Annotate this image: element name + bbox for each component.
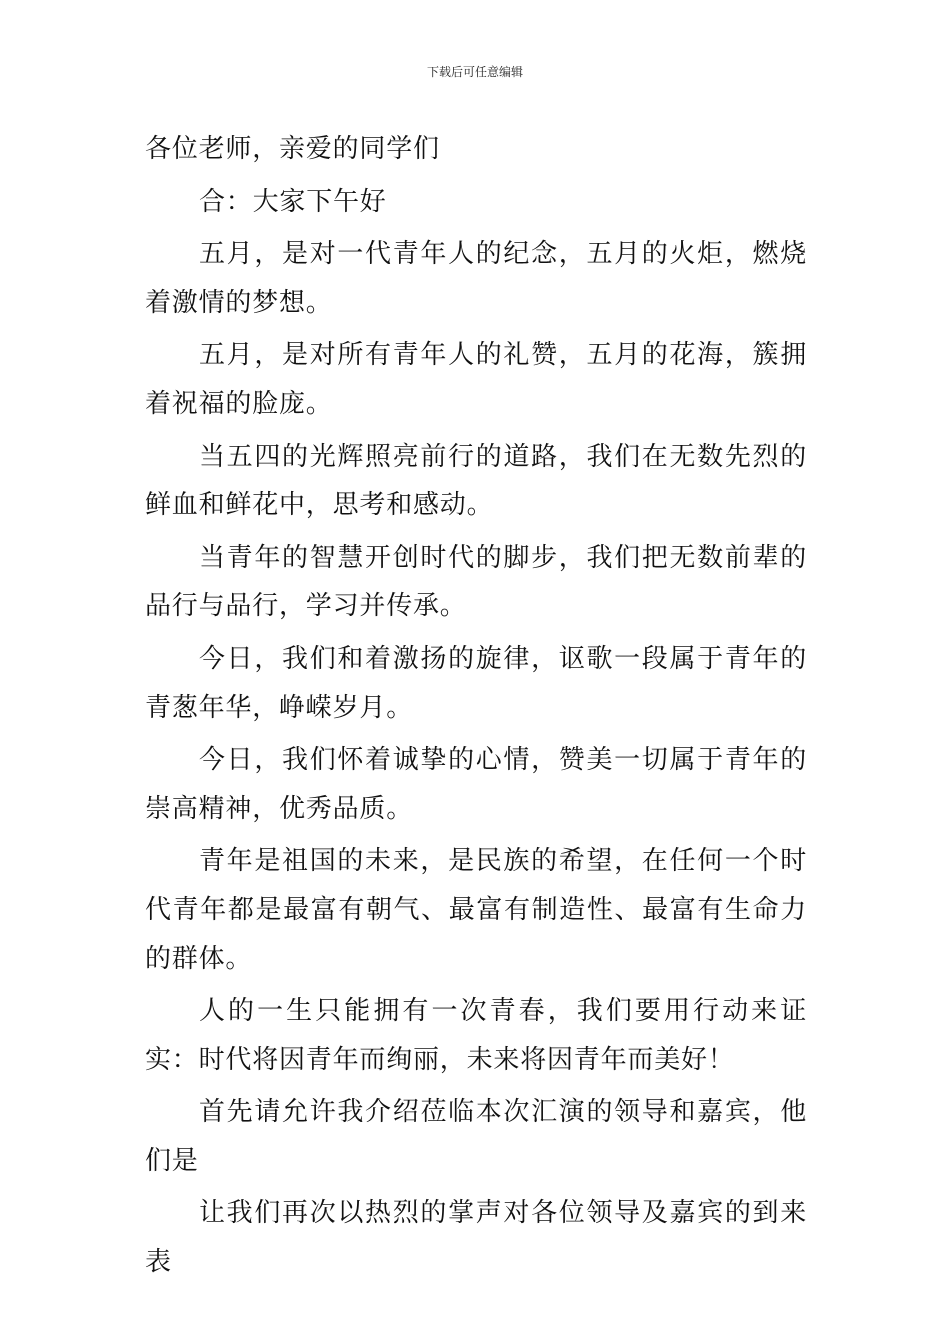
paragraph: 让我们再次以热烈的掌声对各位领导及嘉宾的到来表 (145, 1198, 807, 1278)
paragraph: 人的一生只能拥有一次青春，我们要用行动来证实：时代将因青年而绚丽，未来将因青年而美好！ (145, 996, 807, 1075)
paragraph: 当五四的光辉照亮前行的道路，我们在无数先烈的鲜血和鲜花中，思考和感动。 (145, 441, 807, 521)
paragraph: 今日，我们和着激扬的旋律，讴歌一段属于青年的青葱年华，峥嵘岁月。 (145, 643, 807, 723)
document-body (145, 125, 807, 1291)
header-note: 下载后可任意编辑 (426, 65, 523, 79)
salutation: 各位老师，亲爱的同学们 (145, 134, 440, 164)
paragraph: 五月，是对所有青年人的礼赞，五月的花海，簇拥着祝福的脸庞。 (145, 340, 807, 419)
paragraph: 合：大家下午好 (199, 186, 387, 217)
paragraph: 今日，我们怀着诚挚的心情，赞美一切属于青年的崇高精神，优秀品质。 (145, 745, 807, 824)
paragraph: 首先请允许我介绍莅临本次汇演的领导和嘉宾，他们是 (145, 1097, 807, 1176)
paragraph: 当青年的智慧开创时代的脚步，我们把无数前辈的品行与品行，学习并传承。 (145, 542, 807, 622)
paragraph: 五月，是对一代青年人的纪念，五月的火炬，燃烧着激情的梦想。 (145, 239, 807, 318)
paragraph: 青年是祖国的未来，是民族的希望，在任何一个时代青年都是最富有朝气、最富有制造性、最富有生命力的群体。 (145, 846, 807, 974)
